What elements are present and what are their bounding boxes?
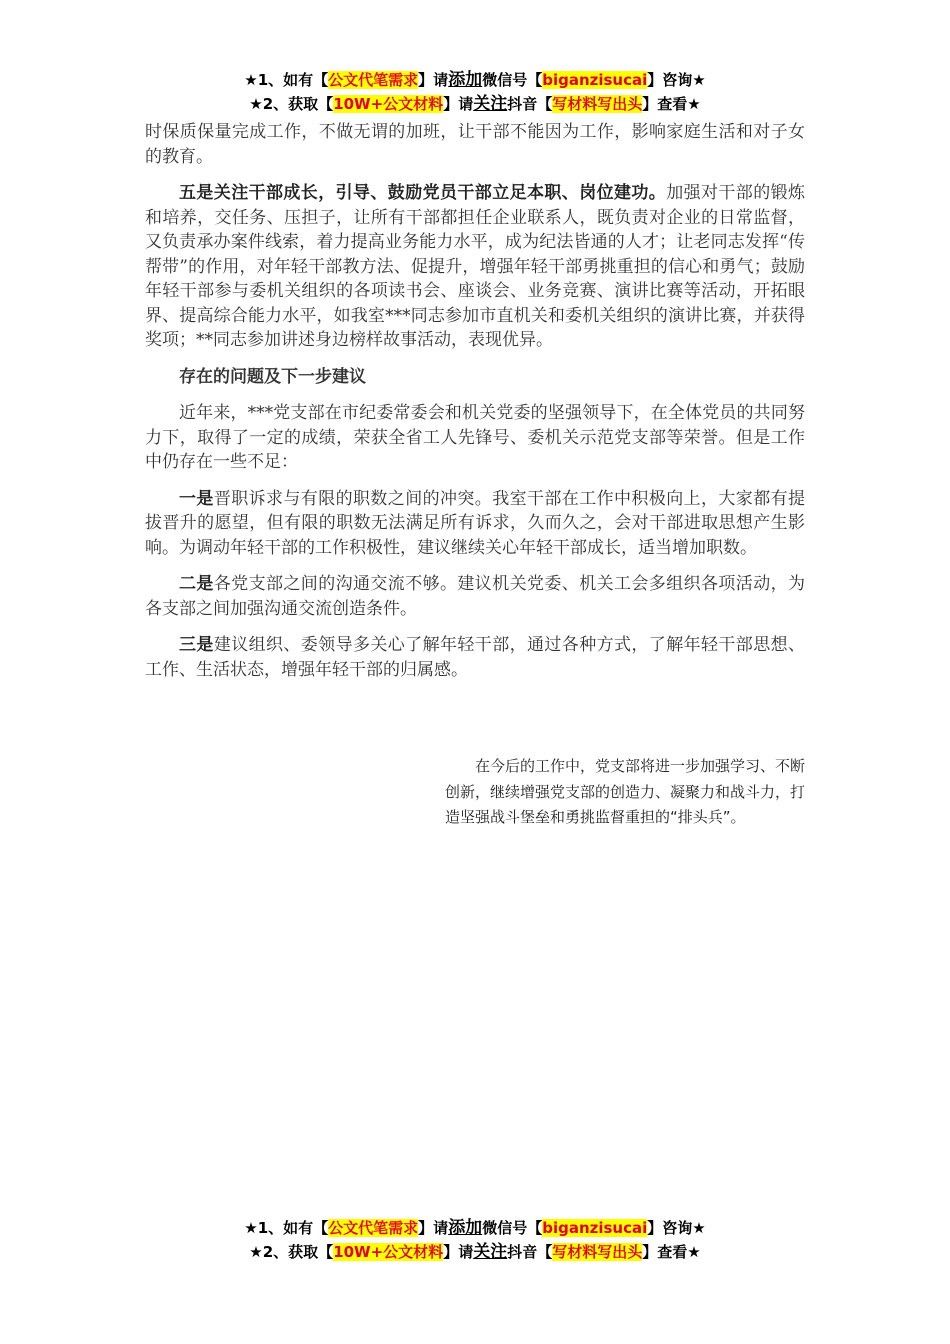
promo-footer <box>0 1216 950 1264</box>
paragraph-5 <box>145 181 805 353</box>
promo-highlight: 写材料写出头 <box>552 1243 643 1261</box>
promo-header <box>0 68 950 116</box>
promo-highlight: 公文代笔需求 <box>328 1219 419 1237</box>
promo-text: ★1、如有【 <box>244 71 329 89</box>
section-heading: 存在的问题及下一步建议 <box>179 366 366 387</box>
paragraph-lead: 二是 <box>179 574 214 594</box>
closing-paragraph: 在今后的工作中，党支部将进一步加强学习、不断创新，继续增强党支部的创造力、凝聚力和战斗力，打造坚强战斗堡垒和勇挑监督重担的“排头兵”。 <box>445 757 806 826</box>
promo-text: 】请 <box>418 1219 449 1237</box>
promo-highlight: 10W+公文材料 <box>333 1243 444 1261</box>
promo-highlight: 10W+公文材料 <box>333 95 444 113</box>
paragraph-lead: 三是 <box>179 635 214 655</box>
paragraph-lead: 一是 <box>179 488 214 509</box>
promo-text: 】咨询★ <box>647 71 706 89</box>
promo-text: 抖音【 <box>507 95 553 113</box>
paragraph-issue-1 <box>145 487 805 561</box>
paragraph-lead: 五是关注干部成长，引导、鼓励党员干部立足本职、岗位建功。 <box>179 183 667 203</box>
promo-highlight: biganzisucai <box>542 1219 648 1237</box>
promo-text: 抖音【 <box>507 1243 553 1261</box>
promo-line-1 <box>0 1216 950 1240</box>
promo-text: 微信号【 <box>482 1219 543 1237</box>
promo-line-1 <box>0 68 950 92</box>
paragraph-text: 各党支部之间的沟通交流不够。建议机关党委、机关工会多组织各项活动，为各支部之间加强沟通交流创造条件。 <box>145 574 806 619</box>
paragraph-issue-2 <box>145 572 805 621</box>
promo-emphasis: 添加 <box>448 1218 483 1238</box>
promo-emphasis: 添加 <box>448 70 483 90</box>
promo-text: 】请 <box>443 1243 474 1261</box>
paragraph-intro: 近年来，***党支部在市纪委常委会和机关党委的坚强领导下，在全体党员的共同努力下，取得了一定的成绩，荣获全省工人先锋号、委机关示范党支部等荣誉。但是工作中仍存在一些不足： <box>145 403 805 472</box>
paragraph-text: 加强对干部的锻炼和培养，交任务、压担子，让所有干部都担任企业联系人，既负责对企业的日常监督，又负责承办案件线索，着力提高业务能力水平，成为纪法皆通的人才；让老同志发挥“传帮带”的作用，对年轻干部教方法、促提升，增强年轻干部勇挑重担的信心和勇气；鼓励年轻干部参与委机关组织的各项读书会、座谈会、业务竞赛、演讲比赛等活动，开拓眼界、提高综合能力水平，如我室***同志参加市直机关和委机关组织的演讲比赛，并获得奖项；**同志参加讲述身边榜样故事活动，表现优异。 <box>145 183 806 350</box>
promo-emphasis: 关注 <box>473 1242 508 1262</box>
promo-highlight: 写材料写出头 <box>552 95 643 113</box>
promo-text: 】咨询★ <box>647 1219 706 1237</box>
paragraph-issue-3 <box>145 633 805 682</box>
promo-text: 】请 <box>418 71 449 89</box>
paragraph-text: 晋职诉求与有限的职数之间的冲突。我室干部在工作中积极向上，大家都有提拔晋升的愿望，但有限的职数无法满足所有诉求，久而久之，会对干部进取思想产生影响。为调动年轻干部的工作积极性，建议继续关心年轻干部成长，适当增加职数。 <box>145 488 806 558</box>
promo-text: ★2、获取【 <box>249 95 334 113</box>
promo-text: 】查看★ <box>642 1243 701 1261</box>
document-body <box>145 120 805 694</box>
promo-line-2 <box>0 92 950 116</box>
promo-text: ★1、如有【 <box>244 1219 329 1237</box>
promo-text: 】请 <box>443 95 474 113</box>
promo-highlight: biganzisucai <box>542 71 648 89</box>
paragraph-text: 建议组织、委领导多关心了解年轻干部，通过各种方式，了解年轻干部思想、工作、生活状态，增强年轻干部的归属感。 <box>145 635 806 680</box>
promo-highlight: 公文代笔需求 <box>328 71 419 89</box>
promo-text: ★2、获取【 <box>249 1243 334 1261</box>
paragraph-continued: 时保质保量完成工作，不做无谓的加班，让干部不能因为工作，影响家庭生活和对子女的教育。 <box>145 122 805 167</box>
promo-line-2 <box>0 1240 950 1264</box>
promo-text: 微信号【 <box>482 71 543 89</box>
promo-emphasis: 关注 <box>473 94 508 114</box>
promo-text: 】查看★ <box>642 95 701 113</box>
